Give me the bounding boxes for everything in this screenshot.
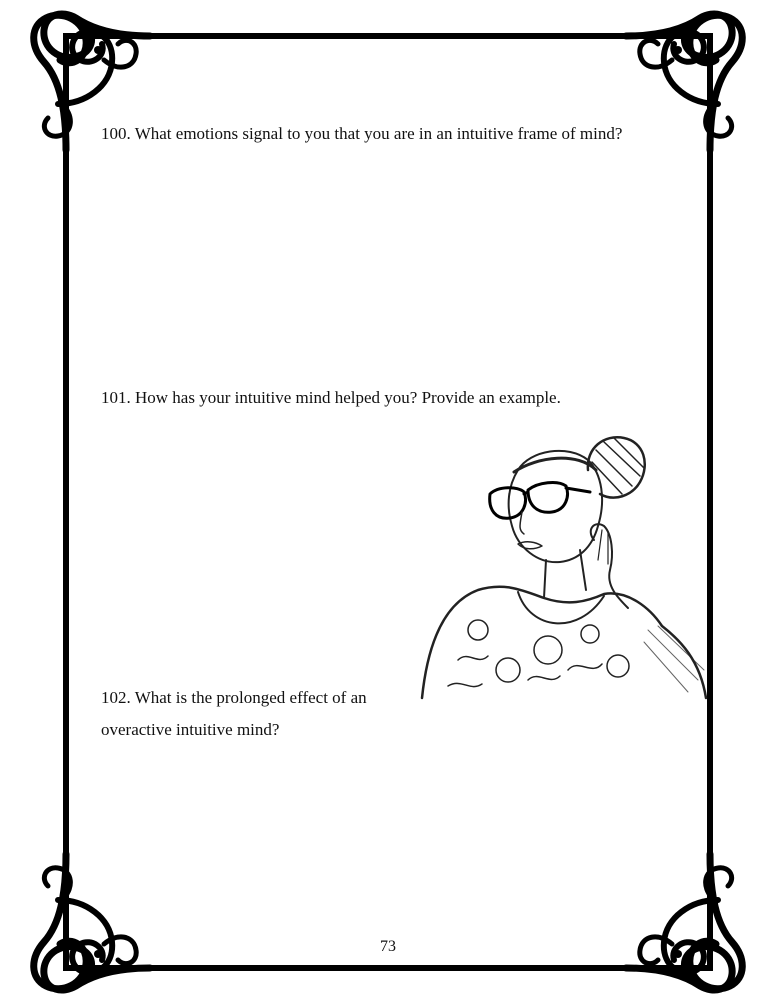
question-number: 100.	[101, 124, 131, 143]
question-text: What is the prolonged effect of an overactive intuitive mind?	[101, 688, 367, 739]
woman-sketch-illustration	[418, 430, 708, 702]
question-101	[101, 382, 661, 414]
page-number: 73	[380, 938, 396, 955]
ornamental-corner-icon	[626, 854, 742, 990]
question-text: How has your intuitive mind helped you? Provide an example.	[135, 388, 561, 407]
question-100	[101, 118, 661, 150]
question-text: What emotions signal to you that you are in an intuitive frame of mind?	[134, 124, 623, 143]
question-102	[101, 682, 431, 746]
question-number: 101.	[101, 388, 131, 407]
question-number: 102.	[101, 688, 131, 707]
ornamental-corner-icon	[34, 854, 150, 990]
